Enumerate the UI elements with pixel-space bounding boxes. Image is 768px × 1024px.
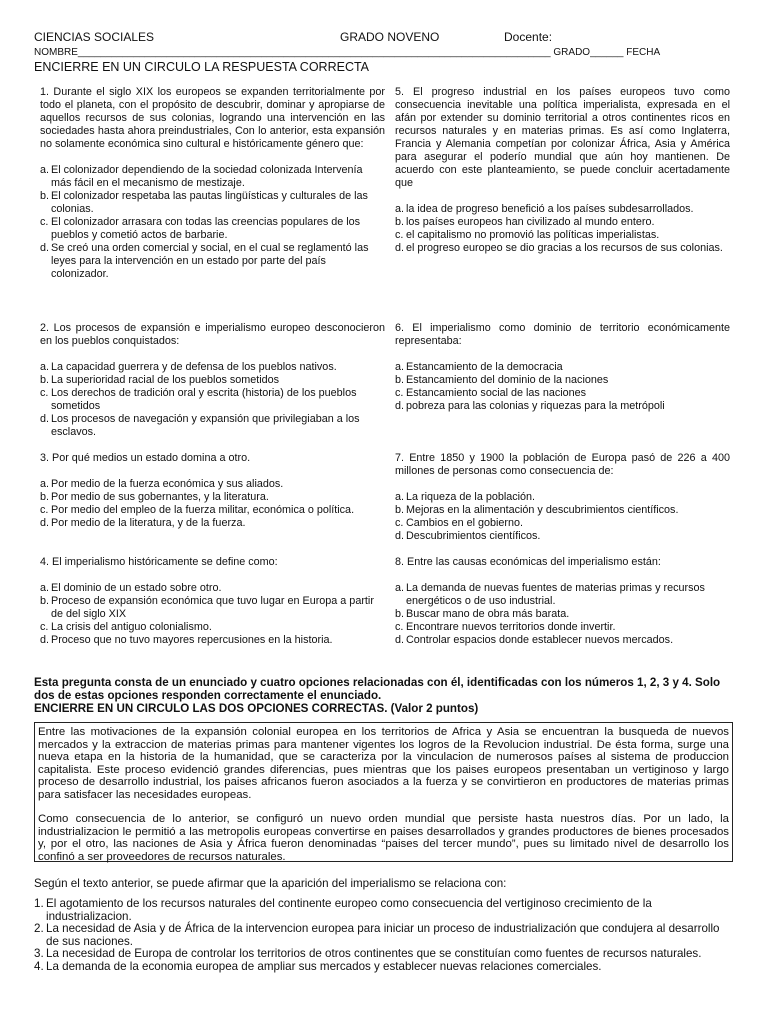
grade-title: GRADO NOVENO <box>340 30 440 44</box>
final-options-list <box>34 898 734 973</box>
answer-option[interactable] <box>395 203 730 216</box>
bold-instruction-line2: ENCIERRE EN UN CIRCULO LAS DOS OPCIONES CORRECTAS. (Valor 2 puntos) <box>34 702 479 715</box>
final-option[interactable] <box>34 898 734 923</box>
option-letter: a. <box>40 164 50 176</box>
final-option[interactable] <box>34 948 734 961</box>
teacher-label: Docente: <box>504 30 553 44</box>
option-letter: c. <box>395 621 404 633</box>
option-letter: b. <box>395 374 405 386</box>
final-option-text: El agotamiento de los recursos naturales del continente europeo como consecuencia del vertiginoso crecimiento de la industrializacion. <box>46 897 652 923</box>
option-text: Controlar espacios donde establecer nuevos mercados. <box>406 634 674 646</box>
final-option-text: La necesidad de Asia y de África de la intervencion europea para iniciar un proceso de industrialización que condujera al desarrollo de sus naciones. <box>46 922 720 948</box>
option-letter: d. <box>40 634 50 646</box>
option-text: los países europeos han civilizado al mundo entero. <box>406 216 655 228</box>
question-block <box>40 452 385 530</box>
option-text: Cambios en el gobierno. <box>406 517 524 529</box>
option-text: Estancamiento social de las naciones <box>406 387 587 399</box>
option-text: Por medio de la fuerza económica y sus aliados. <box>51 478 284 490</box>
option-text: Se creó una orden comercial y social, en el cual se reglamentó las leyes para la intervención en un estado por parte del país colonizador. <box>51 242 369 280</box>
option-letter: d. <box>395 634 405 646</box>
option-text: Los derechos de tradición oral y escrita (historia) de los pueblos sometidos <box>51 387 357 412</box>
question-text: 4. El imperialismo históricamente se define como: <box>40 556 278 568</box>
option-letter: b. <box>395 216 405 228</box>
option-letter: c. <box>40 387 49 399</box>
question-block <box>40 556 385 647</box>
answer-option[interactable] <box>395 504 730 517</box>
answer-option[interactable] <box>395 530 730 543</box>
bold-instruction-line1: Esta pregunta consta de un enunciado y cuatro opciones relacionadas con él, identificadas con los números 1, 2, 3 y 4. Solo dos de estas opciones responden correctamente el enunciado. <box>34 676 721 702</box>
option-letter: d. <box>40 517 50 529</box>
answer-options <box>40 361 385 439</box>
option-letter: b. <box>395 504 405 516</box>
answer-option[interactable] <box>40 582 385 595</box>
question-block <box>40 86 385 281</box>
option-text: Mejoras en la alimentación y descubrimientos científicos. <box>406 504 679 516</box>
question-text: 7. Entre 1850 y 1900 la población de Europa pasó de 226 a 400 millones de personas como consecuencia de: <box>395 452 730 477</box>
subject-title: CIENCIAS SOCIALES <box>34 30 155 44</box>
option-text: Los procesos de navegación y expansión que privilegiaban a los esclavos. <box>51 413 360 438</box>
option-text: el capitalismo no promovió las políticas imperialistas. <box>406 229 660 241</box>
reading-passage <box>34 722 733 862</box>
final-option-number: 3. <box>34 947 44 960</box>
option-text: El colonizador arrasara con todas las creencias populares de los pueblos y cometió actos de barbarie. <box>51 216 361 241</box>
answer-option[interactable] <box>395 517 730 530</box>
option-letter: b. <box>40 595 50 607</box>
option-text: La riqueza de la población. <box>406 491 536 503</box>
answer-option[interactable] <box>40 478 385 491</box>
option-text: La capacidad guerrera y de defensa de los pueblos nativos. <box>51 361 337 373</box>
answer-options <box>40 478 385 530</box>
option-letter: c. <box>395 517 404 529</box>
option-text: Estancamiento del dominio de la naciones <box>406 374 609 386</box>
answer-option[interactable] <box>40 361 385 374</box>
option-letter: a. <box>40 478 50 490</box>
answer-options <box>395 582 730 647</box>
option-text: Por medio del empleo de la fuerza militar, económica o política. <box>51 504 355 516</box>
final-option[interactable] <box>34 961 734 974</box>
option-letter: b. <box>40 491 50 503</box>
name-grade-date-line: NOMBRE_____________________________________________________________________________________ GRADO______ FECHA <box>34 47 661 58</box>
answer-option[interactable] <box>40 164 385 190</box>
option-text: El dominio de un estado sobre otro. <box>51 582 222 594</box>
answer-option[interactable] <box>40 413 385 439</box>
answer-option[interactable] <box>395 634 730 647</box>
question-text: 6. El imperialismo como dominio de territorio económicamente representaba: <box>395 322 730 347</box>
option-text: La demanda de nuevas fuentes de materias primas y recursos energéticos o de uso industrial. <box>406 582 705 607</box>
final-option[interactable] <box>34 923 734 948</box>
answer-option[interactable] <box>40 621 385 634</box>
option-text: Por medio de sus gobernantes, y la literatura. <box>51 491 269 503</box>
option-letter: c. <box>40 621 49 633</box>
option-letter: b. <box>40 190 50 202</box>
option-letter: c. <box>395 387 404 399</box>
option-letter: c. <box>395 229 404 241</box>
option-letter: a. <box>395 203 405 215</box>
answer-option[interactable] <box>40 595 385 621</box>
top-instruction: ENCIERRE EN UN CIRCULO LA RESPUESTA CORRECTA <box>34 60 370 74</box>
option-text: Encontrare nuevos territorios donde invertir. <box>406 621 616 633</box>
answer-options <box>40 582 385 647</box>
question-block <box>395 556 730 647</box>
answer-option[interactable] <box>40 216 385 242</box>
option-text: Proceso de expansión económica que tuvo lugar en Europa a partir de del siglo XIX <box>51 595 374 620</box>
option-text: El colonizador respetaba las pautas lingüísticas y culturales de las colonias. <box>51 190 368 215</box>
option-text: el progreso europeo se dio gracias a los recursos de sus colonias. <box>406 242 723 254</box>
option-letter: c. <box>40 504 49 516</box>
question-block <box>395 452 730 543</box>
option-letter: d. <box>40 413 50 425</box>
answer-option[interactable] <box>40 517 385 530</box>
answer-option[interactable] <box>395 621 730 634</box>
final-option-number: 2. <box>34 922 44 935</box>
option-text: Proceso que no tuvo mayores repercusiones en la historia. <box>51 634 333 646</box>
option-letter: a. <box>395 491 405 503</box>
option-letter: d. <box>395 400 405 412</box>
final-option-text: La demanda de la economia europea de ampliar sus mercados y establecer nuevas relaciones comerciales. <box>46 959 602 973</box>
question-text: 1. Durante el siglo XIX los europeos se expanden territorialmente por todo el planeta, con el propósito de descubrir, dominar y apropiarse de aquellos recursos de sus colonias, logrando una intervención en las sociedades hasta ahora preindustriales, Con lo anterior, esta expansión no solamente económica sino cultural e históricamente género que: <box>40 86 385 150</box>
answer-option[interactable] <box>40 242 385 281</box>
option-letter: a. <box>395 361 405 373</box>
answer-option[interactable] <box>40 491 385 504</box>
answer-option[interactable] <box>395 229 730 242</box>
option-text: Por medio de la literatura, y de la fuerza. <box>51 517 246 529</box>
question-text: 5. El progreso industrial en los países europeos tuvo como consecuencia inevitable una política imperialista, expresada en el afán por extender su dominio territorial a otros continentes ricos en recursos naturales y en materias primas. Es así como Inglaterra, Francia y Alemania competían por colonizar África, Asia y América para asegurar el poderío mundial que aún hoy mantienen. De acuerdo con este planteamiento, se puede concluir acertadamente que <box>395 86 730 189</box>
option-letter: b. <box>395 608 405 620</box>
option-text: La crisis del antiguo colonialismo. <box>51 621 212 633</box>
answer-option[interactable] <box>395 242 730 255</box>
answer-options <box>395 491 730 543</box>
answer-option[interactable] <box>395 582 730 608</box>
answer-options <box>395 361 730 413</box>
answer-option[interactable] <box>395 361 730 374</box>
final-option-number: 1. <box>34 897 44 910</box>
answer-option[interactable] <box>40 504 385 517</box>
option-text: la idea de progreso benefició a los países subdesarrollados. <box>406 203 694 215</box>
answer-options <box>40 164 385 281</box>
answer-option[interactable] <box>395 400 730 413</box>
document-header <box>34 30 738 46</box>
question-text: 2. Los procesos de expansión e imperialismo europeo desconocieron en los pueblos conquistados: <box>40 322 385 347</box>
option-letter: a. <box>395 582 405 594</box>
option-letter: b. <box>40 374 50 386</box>
option-text: Buscar mano de obra más barata. <box>406 608 570 620</box>
answer-option[interactable] <box>395 374 730 387</box>
answer-option[interactable] <box>40 374 385 387</box>
option-letter: c. <box>40 216 49 228</box>
option-letter: d. <box>40 242 50 254</box>
option-letter: d. <box>395 530 405 542</box>
bold-instruction <box>34 676 734 715</box>
answer-option[interactable] <box>395 216 730 229</box>
passage-paragraph-1: Entre las motivaciones de la expansión colonial europea en los territorios de Africa y Asia se encuentran la busqueda de nuevos mercados y la extraccion de materias primas para mantener vigentes los logros de la Revolucion industrial. De ésta forma, surge una nueva etapa en la historia de la humanidad, que se caracteriza por la vinculacion de numerosos países al sistema de produccion capitalista. Este proceso evidenció grandes diferencias, pues mientras que los paises europeos presentaban un vertiginoso y largo proceso de desarrollo industrial, los paises africanos fueron asociados a la fuerza y se convirtieron en productores de materias primas para satisfacer las necesidades europeas. <box>38 726 729 801</box>
answer-option[interactable] <box>40 387 385 413</box>
answer-option[interactable] <box>395 608 730 621</box>
answer-option[interactable] <box>40 634 385 647</box>
option-letter: a. <box>40 361 50 373</box>
question-block <box>40 322 385 439</box>
option-letter: d. <box>395 242 405 254</box>
option-text: La superioridad racial de los pueblos sometidos <box>51 374 280 386</box>
option-text: Estancamiento de la democracia <box>406 361 563 373</box>
option-letter: a. <box>40 582 50 594</box>
answer-option[interactable] <box>395 387 730 400</box>
option-text: pobreza para las colonias y riquezas para la metrópoli <box>406 400 665 412</box>
passage-paragraph-2: Como consecuencia de lo anterior, se configuró un nuevo orden mundial que persiste hasta nuestros días. Por un lado, la industrializacion le permitió a las metropolis europeas convertirse en paises desarrollados y grandes productores de bienes procesados y, por el otro, las naciones de Asia y África fueron denominadas “paises del tercer mundo”, pues su limitado nivel de desarrollo los confinó a ser proveedores de recursos naturales. <box>38 813 729 863</box>
answer-option[interactable] <box>395 491 730 504</box>
answer-options <box>395 203 730 255</box>
option-text: El colonizador dependiendo de la sociedad colonizada Intervenía más fácil en el mecanismo de mestizaje. <box>51 164 363 189</box>
question-block <box>395 322 730 413</box>
option-text: Descubrimientos científicos. <box>406 530 541 542</box>
question-block <box>395 86 730 255</box>
final-option-text: La necesidad de Europa de controlar los territorios de otros continentes que se constituían como fuentes de recursos naturales. <box>46 947 702 960</box>
question-stem: Según el texto anterior, se puede afirmar que la aparición del imperialismo se relaciona con: <box>34 877 507 890</box>
answer-option[interactable] <box>40 190 385 216</box>
question-text: 8. Entre las causas económicas del imperialismo están: <box>395 556 661 568</box>
final-option-number: 4. <box>34 959 44 973</box>
question-text: 3. Por qué medios un estado domina a otro. <box>40 452 251 464</box>
